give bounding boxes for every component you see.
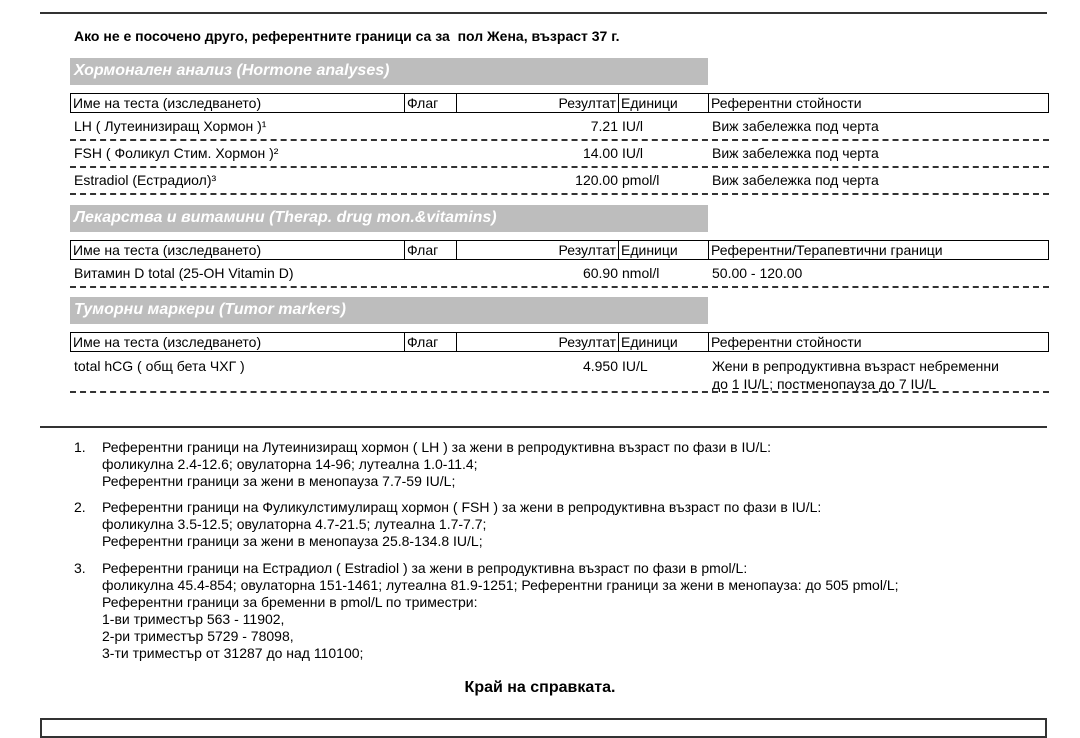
footnote-line: Референтни граници на Лутеинизиращ хормон ( LH ) за жени в репродуктивна възраст по фази в IU/L:	[102, 439, 772, 455]
test-name: LH ( Лутеинизиращ Хормон )¹	[74, 118, 267, 134]
section-header-tumor-markers	[70, 297, 708, 324]
col-result: Резултат	[457, 241, 619, 259]
col-result: Резултат	[457, 333, 619, 351]
col-ref: Референтни/Терапевтични граници	[711, 242, 943, 258]
col-ref: Референтни стойности	[711, 95, 862, 111]
test-units: nmol/l	[622, 265, 660, 281]
table-header	[70, 332, 1049, 352]
footnote-line: Референтни граници за жени в менопауза 25.8-134.8 IU/L;	[102, 533, 483, 549]
row-divider	[70, 166, 1049, 168]
table-header	[70, 240, 1049, 260]
test-result: 4.950	[582, 358, 618, 374]
col-flag: Флаг	[405, 94, 457, 112]
row-divider	[70, 286, 1049, 288]
footnote-line: Референтни граници за бременни в pmol/L по триместри:	[102, 594, 478, 610]
section-header-drugs-vitamins	[70, 205, 708, 232]
footnote-line: фоликулна 3.5-12.5; овулаторна 4.7-21.5; лутеална 1.7-7.7;	[102, 516, 487, 532]
test-name: Estradiol (Естрадиол)³	[74, 172, 217, 188]
footnote-line: 3-ти триместър от 31287 до над 110100;	[102, 645, 364, 661]
footnote-line: фоликулна 2.4-12.6; овулаторна 14-96; лутеална 1.0-11.4;	[102, 456, 478, 472]
footnote-number: 2.	[74, 499, 86, 515]
test-ref: Виж забележка под черта	[712, 118, 879, 134]
col-name: Име на теста (изследването)	[71, 94, 405, 112]
section-title: Хормонален анализ (Hormone analyses)	[74, 62, 390, 79]
section-title: Туморни маркери (Tumor markers)	[74, 301, 346, 318]
col-flag: Флаг	[405, 241, 457, 259]
row-divider	[70, 391, 1049, 393]
test-result: 120.00	[575, 172, 618, 188]
test-units: IU/l	[622, 145, 643, 161]
col-name: Име на теста (изследването)	[71, 241, 405, 259]
test-ref: Виж забележка под черта	[712, 145, 879, 161]
test-result: 14.00	[582, 145, 618, 161]
footnote-line: Референтни граници на Естрадиол ( Estradiol ) за жени в репродуктивна възраст по фази в pmol/L:	[102, 560, 748, 576]
section-title: Лекарства и витамини (Therap. drug mon.&vitamins)	[74, 209, 497, 226]
row-divider	[70, 193, 1049, 195]
footnote-line: Референтни граници за жени в менопауза 7.7-59 IU/L;	[102, 473, 456, 489]
test-result: 7.21	[590, 118, 618, 134]
test-ref: 50.00 - 120.00	[712, 265, 803, 281]
top-rule	[40, 12, 1047, 14]
col-units: Единици	[619, 94, 709, 112]
footnote-line: 2-ри триместър 5729 - 78098,	[102, 628, 294, 644]
test-result: 60.90	[582, 265, 618, 281]
intro-text: Ако не е посочено друго, референтните граници са за пол Жена, възраст 37 г.	[74, 28, 620, 44]
test-units: pmol/l	[622, 172, 660, 188]
test-ref: Жени в репродуктивна възраст небременни	[712, 358, 999, 374]
test-units: IU/L	[622, 358, 648, 374]
table-header	[70, 93, 1049, 113]
section-rule	[40, 426, 1047, 428]
col-units: Единици	[619, 333, 709, 351]
col-flag: Флаг	[405, 333, 457, 351]
test-name: total hCG ( общ бета ЧХГ )	[74, 358, 245, 374]
test-units: IU/l	[622, 118, 643, 134]
test-ref-line2: до 1 IU/L; постменопауза до 7 IU/L	[712, 376, 937, 392]
footnote-line: 1-ви триместър 563 - 11902,	[102, 611, 285, 627]
test-name: FSH ( Фоликул Стим. Хормон )²	[74, 145, 279, 161]
bottom-frame	[40, 718, 1047, 738]
end-of-report: Край на справката.	[464, 679, 616, 696]
footnote-number: 3.	[74, 560, 86, 576]
footnote-number: 1.	[74, 439, 86, 455]
col-name: Име на теста (изследването)	[71, 333, 405, 351]
test-ref: Виж забележка под черта	[712, 172, 879, 188]
col-result: Резултат	[457, 94, 619, 112]
section-header-hormones	[70, 58, 708, 85]
test-name: Витамин D total (25-OH Vitamin D)	[74, 265, 294, 281]
col-units: Единици	[619, 241, 709, 259]
row-divider	[70, 139, 1049, 141]
footnote-line: фоликулна 45.4-854; овулаторна 151-1461; лутеална 81.9-1251; Референтни граници за жени в менопауза: до 505 pmol/L;	[102, 577, 899, 593]
col-ref: Референтни стойности	[711, 334, 862, 350]
footnote-line: Референтни граници на Фуликулстимулиращ хормон ( FSH ) за жени в репродуктивна възраст по фази в IU/L:	[102, 499, 822, 515]
